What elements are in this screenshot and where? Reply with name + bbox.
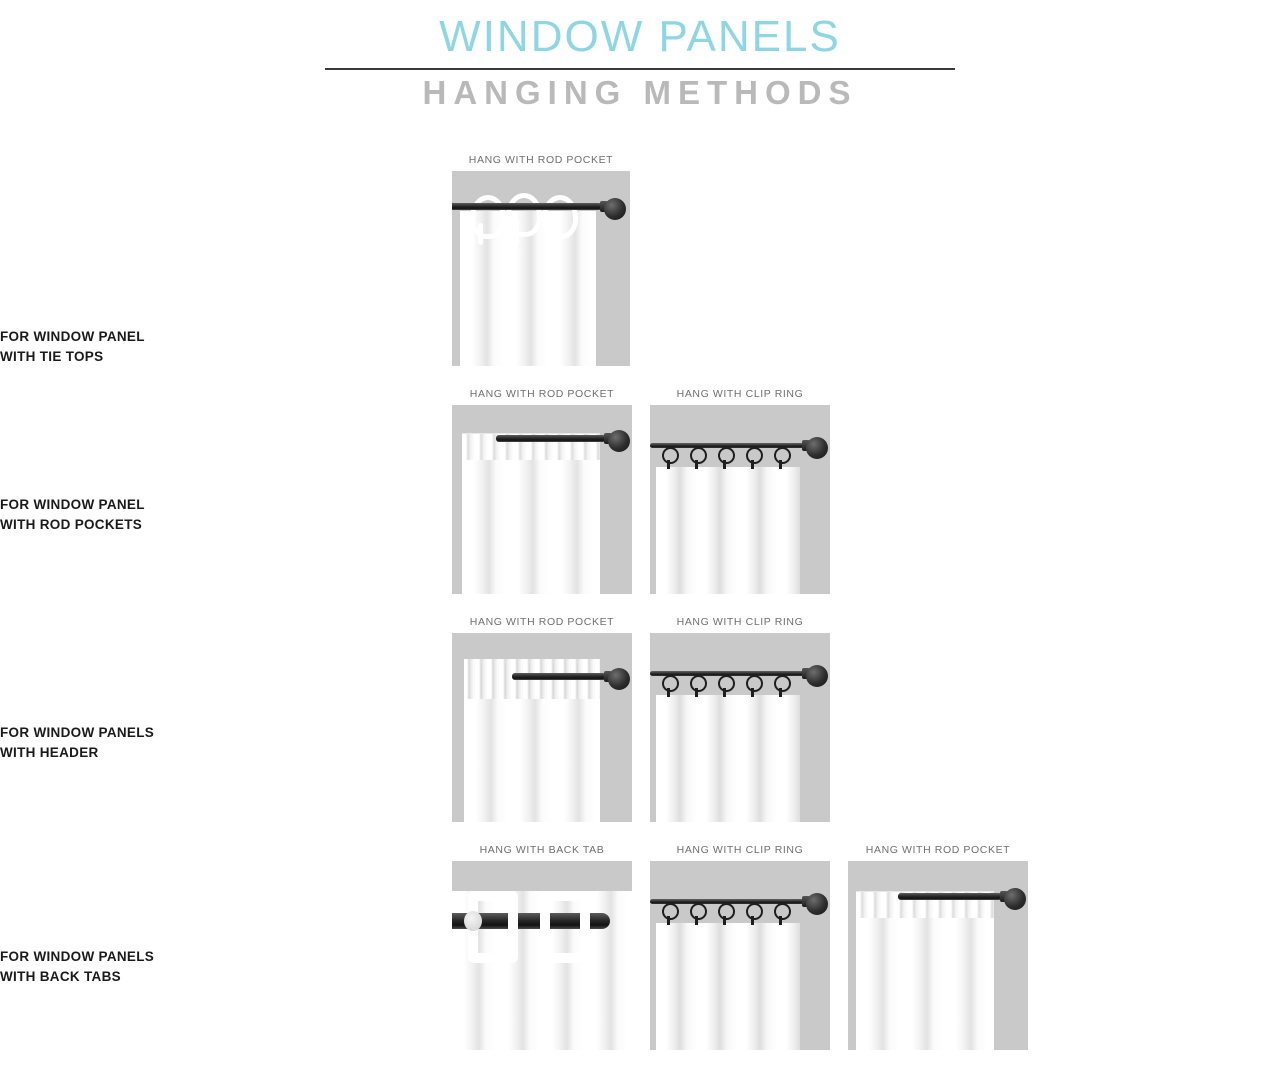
illustration-header-rod-pocket [452, 633, 632, 822]
cell-back-tab [452, 844, 632, 1050]
cell-caption: HANG WITH ROD POCKET [865, 844, 1011, 857]
ring-clip [723, 916, 726, 925]
curtain-rod [496, 435, 606, 442]
clip-ring [718, 675, 735, 692]
back-tab-loop [540, 891, 590, 963]
curtain-fabric [656, 695, 800, 822]
ring-clip [695, 460, 698, 469]
ring-clip [751, 460, 754, 469]
cell-clip-ring [650, 844, 830, 1050]
curtain-fabric [462, 451, 600, 594]
curtain-fabric [656, 467, 800, 594]
row-label-rod-pockets: FOR WINDOW PANEL WITH ROD POCKETS [0, 497, 145, 532]
row-label-back-tabs: FOR WINDOW PANELS WITH BACK TABS [0, 949, 155, 984]
clip-ring [718, 447, 735, 464]
illustration-back-tab [452, 861, 632, 1050]
clip-ring [718, 903, 735, 920]
cell-caption: HANG WITH ROD POCKET [469, 388, 615, 401]
rod-finial [608, 668, 630, 690]
tie-tail [514, 221, 519, 243]
ring-clip [723, 688, 726, 697]
row-cells [452, 844, 1028, 1050]
clip-ring [662, 447, 679, 464]
rod-finial [604, 198, 626, 220]
row-cells [452, 154, 630, 366]
illustration-clip-ring [650, 633, 830, 822]
clip-ring [662, 675, 679, 692]
clip-ring [746, 447, 763, 464]
methods-grid [0, 154, 1280, 1050]
row-cells [452, 616, 830, 822]
rod-finial [806, 665, 828, 687]
cell-caption: HANG WITH CLIP RING [676, 388, 804, 401]
tie-tail [478, 223, 483, 245]
clip-ring [746, 675, 763, 692]
page-subtitle: HANGING METHODS [422, 74, 858, 112]
ring-clip [779, 688, 782, 697]
title-divider [325, 68, 955, 70]
illustration-clip-ring [650, 861, 830, 1050]
rod-finial [806, 437, 828, 459]
row-label-header: FOR WINDOW PANELS WITH HEADER [0, 725, 155, 760]
ring-clip [695, 688, 698, 697]
curtain-rod [898, 893, 1002, 900]
ring-clip [751, 688, 754, 697]
cell-rod-pocket [452, 388, 632, 594]
page-title: WINDOW PANELS [439, 12, 841, 61]
cell-rod-pocket [848, 844, 1028, 1050]
rod-finial [1004, 888, 1026, 910]
clip-ring [690, 903, 707, 920]
cell-caption: HANG WITH ROD POCKET [469, 616, 615, 629]
row-rod-pockets [0, 388, 1280, 594]
clip-ring [774, 447, 791, 464]
tie-knot [470, 195, 506, 239]
illustration-clip-ring [650, 405, 830, 594]
cell-clip-ring [650, 616, 830, 822]
cell-caption: HANG WITH CLIP RING [676, 616, 804, 629]
illustration-rod-pocket [452, 405, 632, 594]
ring-clip [723, 460, 726, 469]
ring-clip [667, 460, 670, 469]
rod-finial [608, 430, 630, 452]
cell-header-rod-pocket [452, 616, 632, 822]
row-cells [452, 388, 830, 594]
ring-clip [695, 916, 698, 925]
ring-clip [667, 916, 670, 925]
curtain-fabric [464, 699, 600, 822]
row-back-tabs [0, 844, 1280, 1050]
clip-ring [774, 903, 791, 920]
cell-caption: HANG WITH CLIP RING [676, 844, 804, 857]
clip-ring [746, 903, 763, 920]
clip-ring [690, 675, 707, 692]
curtain-rod [512, 673, 606, 680]
cell-tie-top-rod-pocket [452, 154, 630, 366]
ring-clip [751, 916, 754, 925]
clip-ring [690, 447, 707, 464]
curtain-fabric [856, 909, 994, 1050]
cell-clip-ring [650, 388, 830, 594]
tie-tail [550, 223, 555, 245]
illustration-rod-pocket [848, 861, 1028, 1050]
curtain-fabric [656, 923, 800, 1050]
cell-caption: HANG WITH BACK TAB [479, 844, 605, 857]
illustration-tie-top-rod-pocket [452, 171, 630, 366]
ring-clip [667, 688, 670, 697]
curtain-rod [452, 203, 602, 210]
ring-clip [779, 460, 782, 469]
cell-caption: HANG WITH ROD POCKET [468, 154, 614, 167]
row-tie-tops [0, 154, 1280, 366]
clip-ring [662, 903, 679, 920]
tie-knot [506, 193, 542, 237]
clip-ring [774, 675, 791, 692]
rod-finial [806, 893, 828, 915]
row-label-tie-tops: FOR WINDOW PANEL WITH TIE TOPS [0, 329, 145, 364]
row-header-panels [0, 616, 1280, 822]
ring-clip [779, 916, 782, 925]
page-header [0, 0, 1280, 112]
tie-knot [542, 195, 578, 239]
